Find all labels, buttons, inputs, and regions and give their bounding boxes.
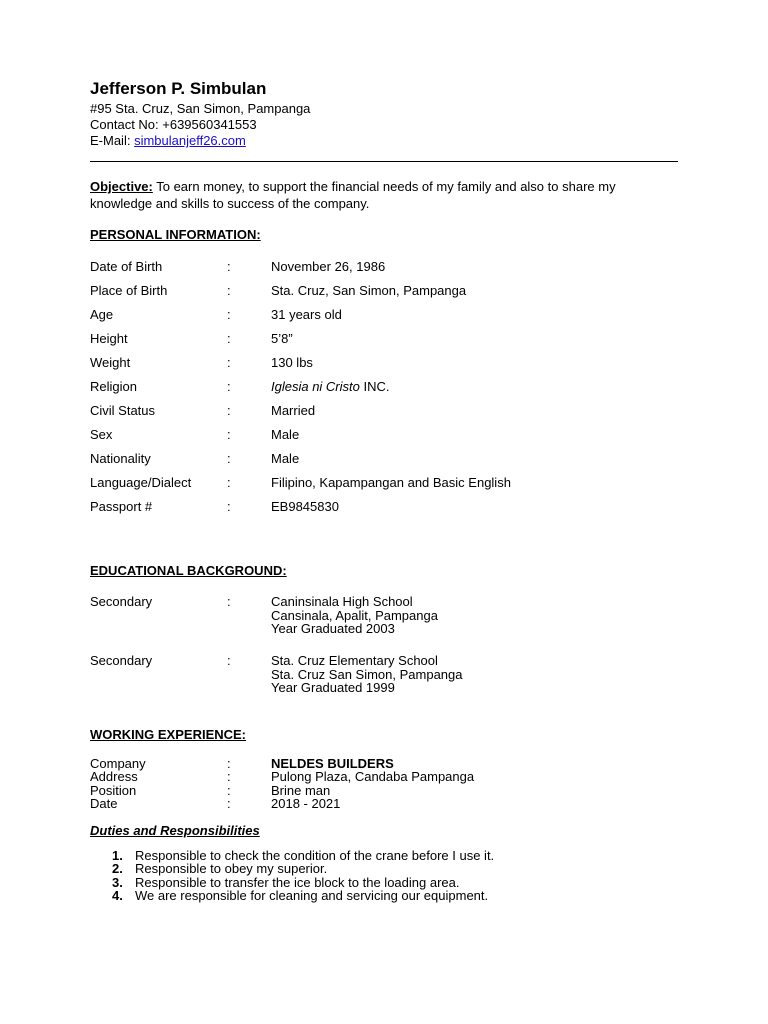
field-colon: : (227, 594, 231, 609)
field-value: EB9845830 (271, 499, 339, 514)
list-number: 3. (112, 874, 123, 890)
company-address: Pulong Plaza, Candaba Pampanga (271, 769, 475, 785)
field-colon: : (227, 769, 231, 785)
field-colon: : (227, 403, 231, 418)
field-colon: : (227, 427, 231, 442)
field-colon: : (227, 499, 231, 514)
education-level: Secondary (90, 594, 153, 609)
field-label: Date of Birth (90, 259, 163, 274)
address-line: #95 Sta. Cruz, San Simon, Pampanga (90, 101, 311, 116)
school-address: Sta. Cruz San Simon, Pampanga (271, 666, 463, 682)
field-colon: : (227, 475, 231, 490)
school-address: Cansinala, Apalit, Pampanga (271, 607, 438, 623)
duties-list (90, 849, 494, 902)
education-heading: EDUCATIONAL BACKGROUND: (90, 563, 287, 578)
year-graduated: Year Graduated 2003 (271, 621, 395, 636)
email-line (90, 133, 246, 148)
field-label: Nationality (90, 451, 151, 466)
year-graduated: Year Graduated 1999 (271, 680, 395, 695)
work-label: Date (90, 795, 118, 811)
field-value: Sta. Cruz, San Simon, Pampanga (271, 283, 467, 298)
field-value-suffix: INC. (359, 379, 390, 394)
applicant-name: Jefferson P. Simbulan (90, 79, 267, 98)
field-colon: : (227, 259, 231, 274)
work-label: Position (90, 782, 137, 798)
field-value: Married (271, 403, 316, 418)
duty-text: Responsible to obey my superior. (135, 861, 328, 877)
field-value: 130 lbs (271, 355, 313, 370)
position-value: Brine man (271, 782, 331, 798)
list-number: 4. (112, 887, 123, 903)
field-value: Filipino, Kapampangan and Basic English (271, 475, 511, 490)
field-colon: : (227, 451, 231, 466)
list-number: 2. (112, 861, 123, 877)
objective-paragraph (90, 178, 670, 212)
field-label: Height (90, 331, 128, 346)
list-item (90, 889, 494, 902)
school-name: Caninsinala High School (271, 594, 413, 609)
field-label: Weight (90, 355, 131, 370)
field-value-italic: Iglesia ni Cristo (271, 379, 360, 394)
field-label: Place of Birth (90, 283, 168, 298)
email-link[interactable]: simbulanjeff26.com (134, 133, 246, 148)
field-colon: : (227, 283, 231, 298)
education-level: Secondary (90, 653, 153, 668)
field-label: Language/Dialect (90, 475, 192, 490)
work-label: Address (90, 769, 138, 785)
objective-text: To earn money, to support the financial needs of my family and also to share my knowledge and skills to success of the company. (90, 179, 616, 211)
field-value (271, 379, 390, 394)
school-name: Sta. Cruz Elementary School (271, 653, 438, 668)
field-label: Passport # (90, 499, 153, 514)
duties-heading: Duties and Responsibilities (90, 823, 260, 838)
field-colon: : (227, 307, 231, 322)
field-value: Male (271, 451, 300, 466)
field-label: Religion (90, 379, 137, 394)
list-item (90, 862, 494, 875)
field-label: Sex (90, 427, 113, 442)
field-colon: : (227, 795, 231, 811)
education-details (271, 595, 438, 636)
field-colon: : (227, 379, 231, 394)
company-name: NELDES BUILDERS (271, 756, 394, 771)
duty-text: Responsible to check the condition of the crane before I use it. (135, 848, 495, 863)
field-value: Male (271, 427, 300, 442)
contact-line: Contact No: +639560341553 (90, 117, 257, 132)
field-value: November 26, 1986 (271, 259, 386, 274)
objective-label: Objective: (90, 179, 153, 194)
field-label: Age (90, 307, 114, 322)
duty-text: Responsible to transfer the ice block to the loading area. (135, 874, 460, 890)
field-value: 31 years old (271, 307, 342, 322)
duty-text: We are responsible for cleaning and servicing our equipment. (135, 887, 489, 903)
field-colon: : (227, 653, 231, 668)
date-value: 2018 - 2021 (271, 795, 341, 811)
work-label: Company (90, 756, 146, 771)
work-colons (227, 757, 231, 810)
header-divider (90, 161, 678, 162)
list-item (90, 849, 494, 862)
education-details (271, 654, 463, 695)
email-label: E-Mail: (90, 133, 135, 148)
field-colon: : (227, 355, 231, 370)
work-labels (90, 757, 146, 810)
field-colon: : (227, 782, 231, 798)
personal-info-heading: PERSONAL INFORMATION: (90, 227, 261, 242)
work-values (271, 757, 474, 810)
field-colon: : (227, 756, 231, 771)
field-colon: : (227, 331, 231, 346)
work-heading: WORKING EXPERIENCE: (90, 727, 247, 742)
field-label: Civil Status (90, 403, 156, 418)
field-value: 5’8” (271, 331, 293, 346)
list-number: 1. (112, 848, 123, 863)
list-item (90, 876, 494, 889)
